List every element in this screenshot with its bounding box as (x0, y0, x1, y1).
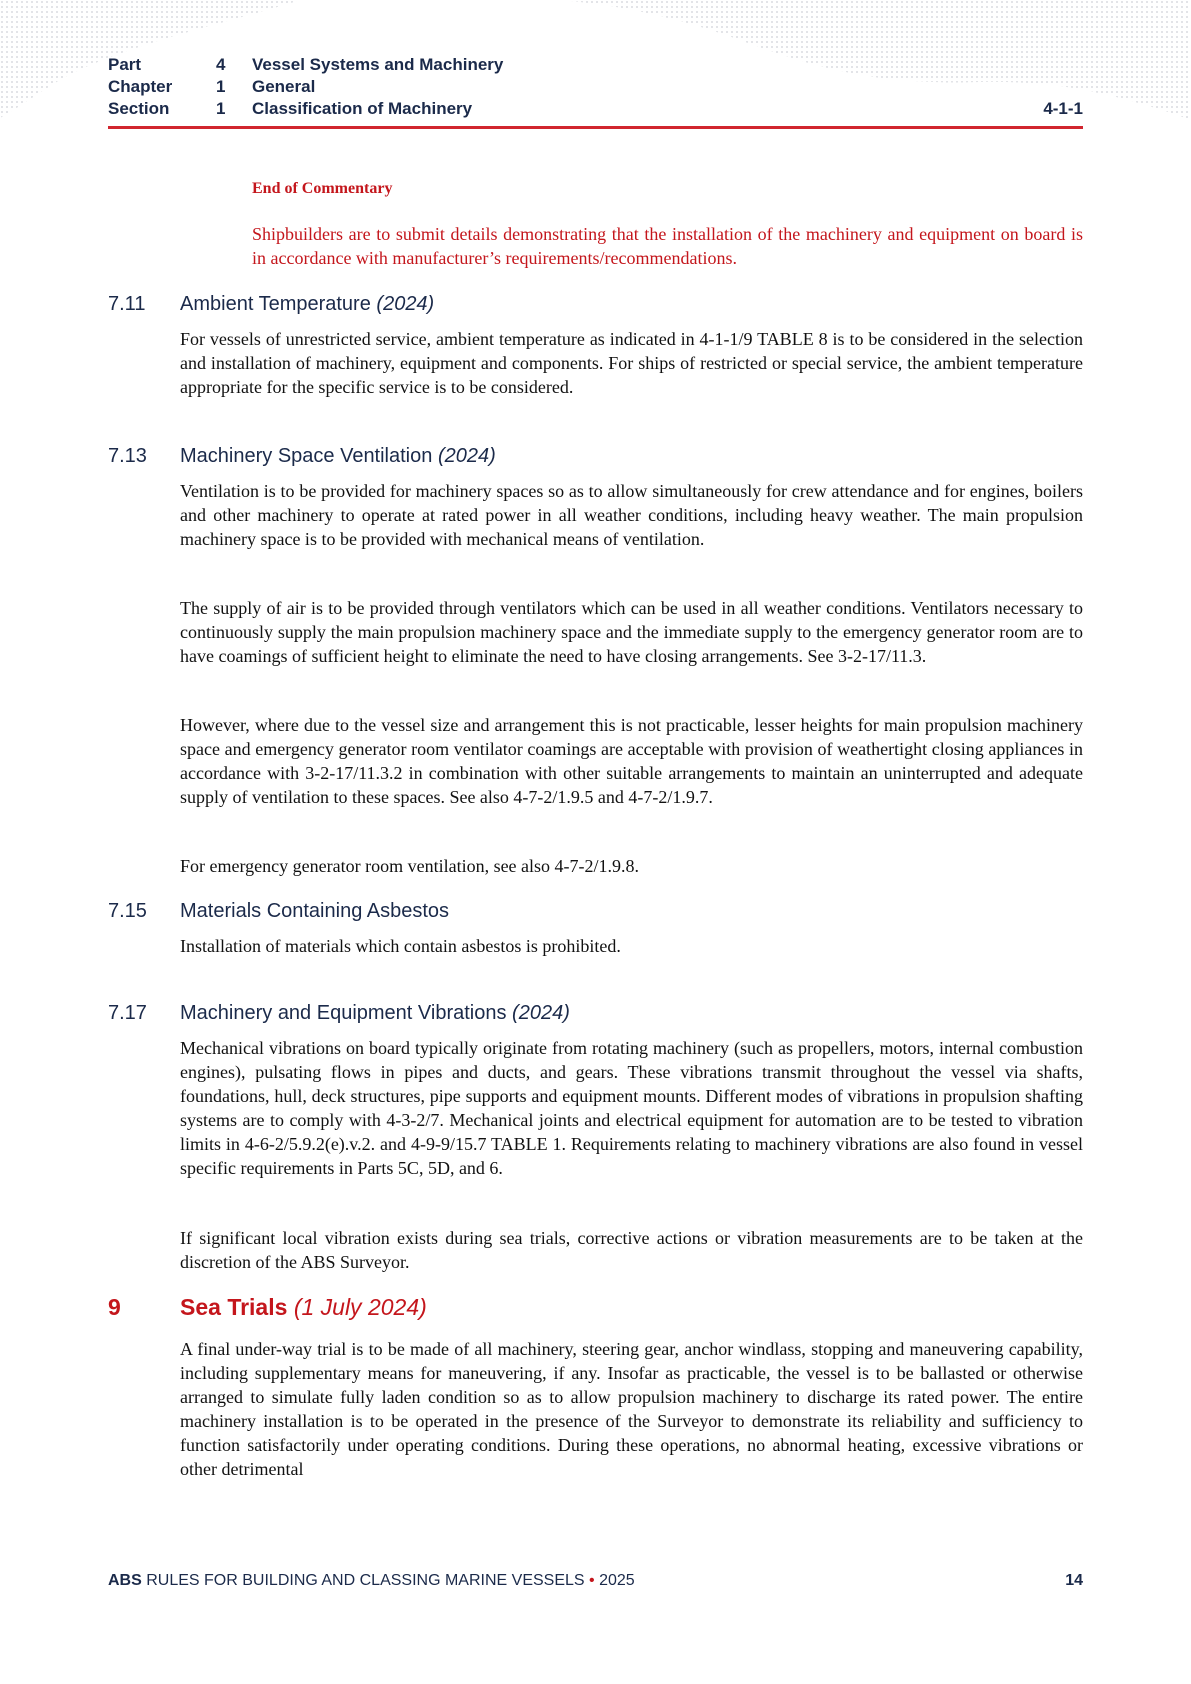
section-number: 9 (108, 1294, 121, 1320)
commentary-note: Shipbuilders are to submit details demonstrating that the installation of the machinery and equipment on board is in accordance with manufacturer’s requirements/recommendations. (252, 224, 1083, 268)
section-7-13-paragraph-3: However, where due to the vessel size and arrangement this is not practicable, lesser heights for main propulsion machinery space and emergency generator room ventilator coamings are acceptable with provision of weathertight closing appliances in accordance with 3-2-17/11.3.2 in combination with other suitable arrangements to maintain an uninterrupted and adequate supply of ventilation to these spaces. See also 4-7-2/1.9.5 and 4-7-2/1.9.7. (180, 715, 1083, 807)
section-title: Sea Trials (1 July 2024) (180, 1294, 427, 1320)
section-7-15-paragraph: Installation of materials which contain asbestos is prohibited. (180, 936, 621, 956)
section-title: Materials Containing Asbestos (180, 900, 450, 922)
section-7-13-paragraph-2: The supply of air is to be provided through ventilators which can be used in all weather conditions. Ventilators necessary to continuously supply the main propulsion machinery space and the immediate supply to the emergency generator room are to have coamings of sufficient height to eliminate the need to have closing arrangements. See 3-2-17/11.3. (180, 598, 1083, 666)
header-part-number: 4 (216, 55, 226, 74)
section-7-13-paragraph-1: Ventilation is to be provided for machinery spaces so as to allow simultaneously for crew attendance and for engines, boilers and other machinery to operate at rated power in all weather conditions, including heavy weather. The main propulsion machinery space is to be provided with mechanical means of ventilation. (180, 481, 1083, 549)
header-section-number: 1 (216, 99, 226, 118)
running-header (108, 54, 1083, 120)
header-chapter-label: Chapter (108, 77, 173, 96)
header-divider (108, 126, 1083, 129)
section-title: Machinery and Equipment Vibrations (2024) (180, 1002, 570, 1024)
section-number: 7.13 (108, 445, 147, 467)
section-7-13-paragraph-4: For emergency generator room ventilation, see also 4-7-2/1.9.8. (180, 856, 640, 876)
section-7-17-paragraph-2: If significant local vibration exists during sea trials, corrective actions or vibration measurements are to be taken at the discretion of the ABS Surveyor. (180, 1228, 1083, 1272)
revision-tag: (2024) (512, 1002, 570, 1024)
header-reference: 4-1-1 (1043, 99, 1083, 118)
revision-tag: (1 July 2024) (293, 1294, 427, 1320)
header-part-row (108, 54, 1083, 76)
revision-tag: (2024) (437, 445, 496, 467)
header-part-label: Part (108, 55, 142, 74)
header-chapter-row (108, 76, 1083, 98)
footer-book-title: RULES FOR BUILDING AND CLASSING MARINE VESSELS (146, 1572, 585, 1589)
page-number: 14 (1065, 1572, 1083, 1589)
header-section-row (108, 98, 1083, 120)
section-number: 7.17 (108, 1002, 147, 1024)
footer-title (108, 1572, 635, 1590)
footer-bullet: • (589, 1572, 595, 1589)
header-chapter-number: 1 (216, 77, 226, 96)
section-7-11-paragraph: For vessels of unrestricted service, ambient temperature as indicated in 4-1-1/9 TABLE 8 is to be considered in the selection and installation of machinery, equipment and components. For ships of restricted or special service, the ambient temperature appropriate for the specific service is to be considered. (180, 329, 1083, 397)
header-part-title: Vessel Systems and Machinery (252, 55, 504, 74)
page-footer (108, 1572, 1083, 1596)
footer-year: 2025 (599, 1572, 635, 1589)
header-section-label: Section (108, 99, 170, 118)
section-9-paragraph: A final under-way trial is to be made of all machinery, steering gear, anchor windlass, stopping and maneuvering capability, including supplementary means for maneuvering, if any. Insofar as practicable, the vessel is to be ballasted or otherwise arranged to simulate fully laden condition so as to allow propulsion machinery to discharge its rated power. The entire machinery installation is to be operated in the presence of the Surveyor to demonstrate its reliability and sufficiency to function satisfactorily under operating conditions. During these operations, no abnormal heating, excessive vibrations or other detrimental (180, 1339, 1083, 1479)
header-section-title: Classification of Machinery (252, 99, 473, 118)
section-title: Machinery Space Ventilation (2024) (180, 445, 496, 467)
section-number: 7.15 (108, 900, 147, 922)
footer-abs-logo: ABS (108, 1572, 142, 1589)
header-chapter-title: General (252, 77, 316, 96)
end-of-commentary: End of Commentary (252, 180, 393, 197)
section-number: 7.11 (108, 293, 146, 315)
revision-tag: (2024) (376, 293, 435, 315)
section-7-17-paragraph-1: Mechanical vibrations on board typically originate from rotating machinery (such as propellers, motors, internal combustion engines), pulsating flows in pipes and ducts, and gears. These vibrations transmit throughout the vessel via shafts, foundations, hull, deck structures, pipe supports and equipment mounts. Different modes of vibrations in propulsion shafting systems are to comply with 4-3-2/7. Mechanical joints and electrical equipment for automation are to be tested to vibration limits in 4-6-2/5.9.2(e).v.2. and 4-9-9/15.7 TABLE 1. Requirements relating to machinery vibrations are also found in vessel specific requirements in Parts 5C, 5D, and 6. (180, 1038, 1083, 1178)
section-title: Ambient Temperature (2024) (180, 293, 435, 315)
